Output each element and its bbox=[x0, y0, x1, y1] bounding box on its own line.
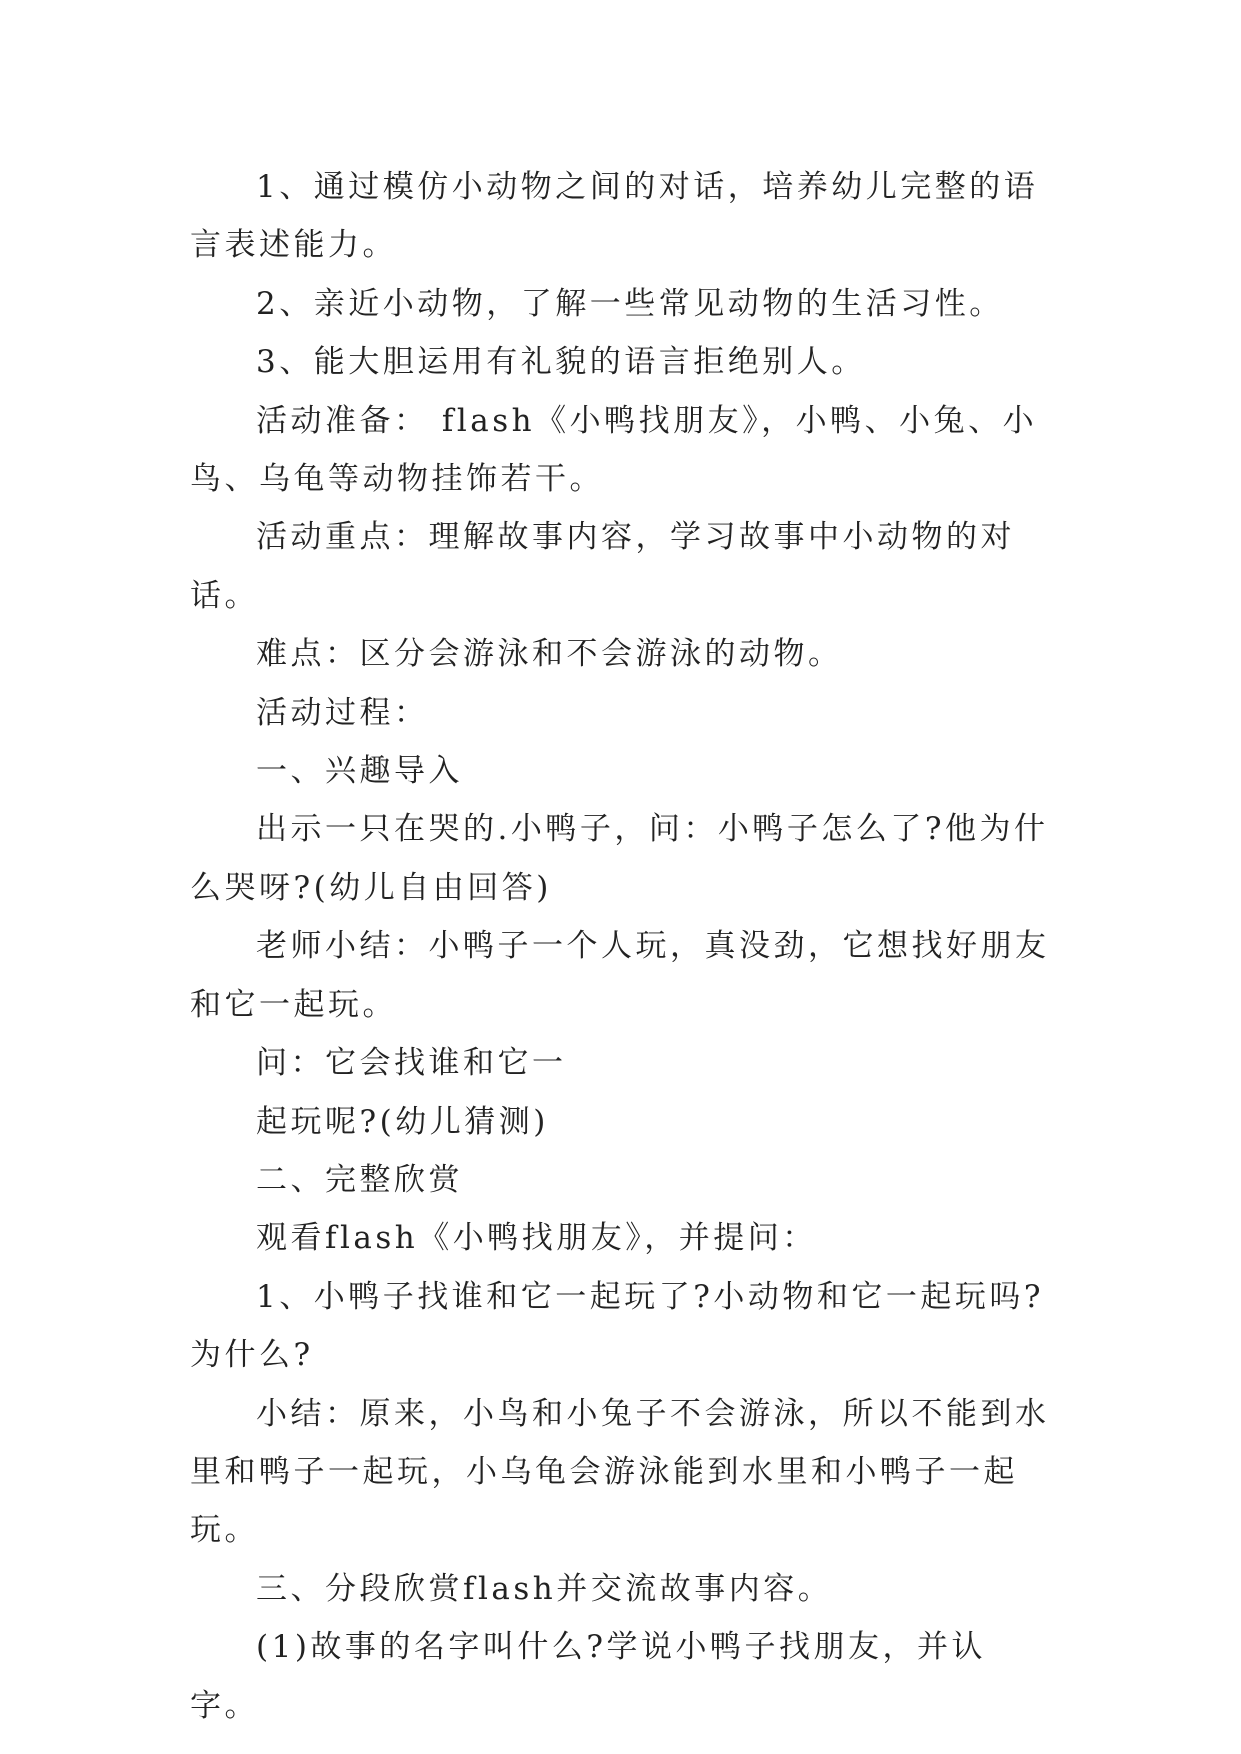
paragraph-question-part1: 问：它会找谁和它一 bbox=[256, 1045, 567, 1082]
section-heading-1: 一、兴趣导入 bbox=[256, 753, 463, 790]
paragraph-story-name: (1)故事的名字叫什么?学说小鸭子找朋友，并认字。 bbox=[190, 1629, 987, 1724]
paragraph-intro: 出示一只在哭的.小鸭子，问：小鸭子怎么了?他为什么哭呀?(幼儿自由回答) bbox=[190, 811, 1049, 906]
section-heading-3: 三、分段欣赏flash并交流故事内容。 bbox=[256, 1570, 833, 1607]
paragraph-goal-1: 1、通过模仿小动物之间的对话，培养幼儿完整的语言表述能力。 bbox=[190, 169, 1039, 264]
paragraph-goal-2: 2、亲近小动物，了解一些常见动物的生活习性。 bbox=[256, 285, 1004, 322]
paragraph-key-point: 活动重点：理解故事内容，学习故事中小动物的对话。 bbox=[190, 519, 1015, 614]
paragraph-process-heading: 活动过程： bbox=[256, 694, 429, 731]
document-body bbox=[190, 158, 1050, 1735]
paragraph-difficulty: 难点：区分会游泳和不会游泳的动物。 bbox=[256, 636, 843, 673]
paragraph-question-1: 1、小鸭子找谁和它一起玩了?小动物和它一起玩吗?为什么? bbox=[190, 1278, 1044, 1374]
paragraph-watch-flash: 观看flash《小鸭找朋友》，并提问： bbox=[256, 1220, 817, 1257]
paragraph-goal-3: 3、能大胆运用有礼貌的语言拒绝别人。 bbox=[256, 344, 866, 381]
section-heading-2: 二、完整欣赏 bbox=[256, 1161, 463, 1198]
paragraph-preparation: 活动准备： flash《小鸭找朋友》，小鸭、小兔、小鸟、乌龟等动物挂饰若干。 bbox=[190, 402, 1038, 498]
paragraph-summary: 小结：原来，小鸟和小兔子不会游泳，所以不能到水里和鸭子一起玩，小乌龟会游泳能到水里和小鸭子一起玩。 bbox=[190, 1395, 1050, 1549]
paragraph-question-part2: 起玩呢?(幼儿猜测) bbox=[256, 1103, 549, 1140]
paragraph-teacher-summary: 老师小结：小鸭子一个人玩，真没劲，它想找好朋友和它一起玩。 bbox=[190, 928, 1050, 1023]
